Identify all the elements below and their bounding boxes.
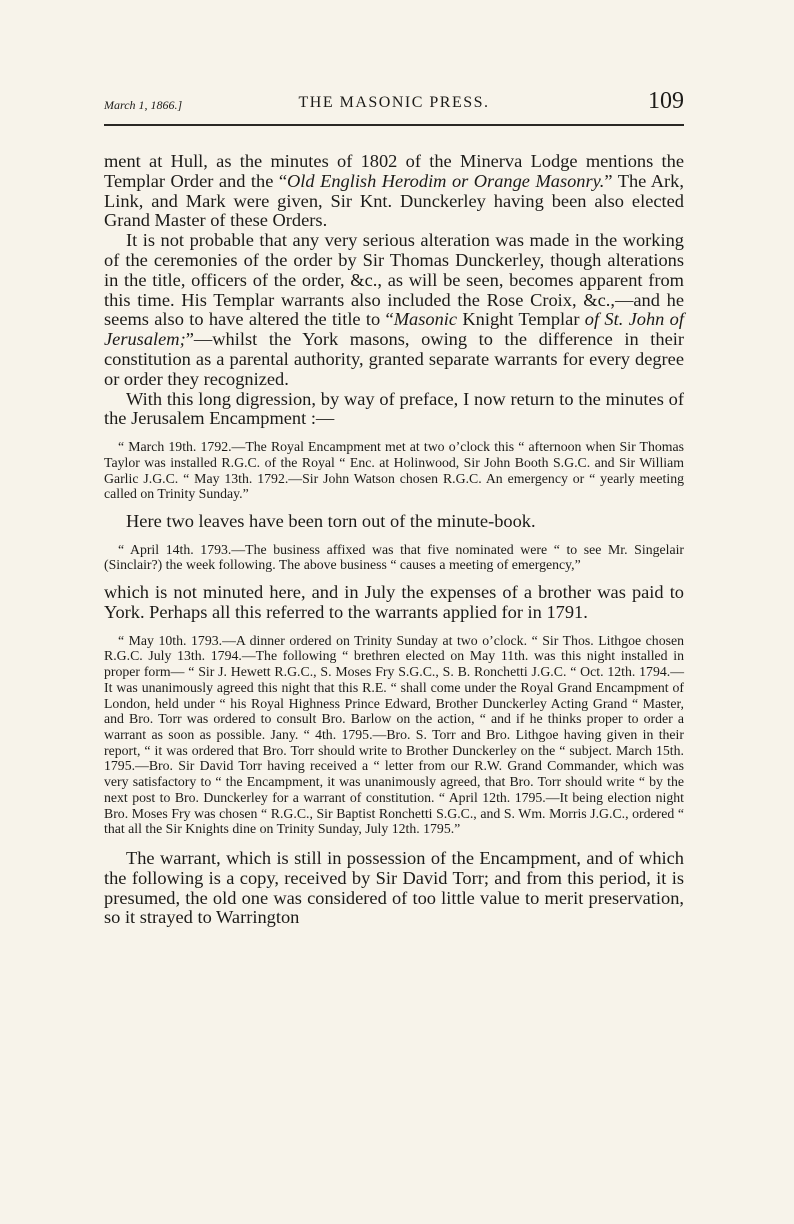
paragraph-2: It is not probable that any very serious alteration was made in the working of the ceremonies of the order by Sir Thomas Dunckerley, though alterations in the title, officers of the order, &c., as will be seen, becomes apparent from this time. His Templar warrants also included the Rose Croix, &c.,—and he seems also to have altered the title to “Masonic Knight Templar of St. John of Jerusalem;”—whilst the York masons, owing to the difference in their constitution as a parental authority, granted separate warrants for every degree or order they recognized. [104,230,684,389]
text-column [104,152,684,928]
paragraph-6: The warrant, which is still in possession of the Encampment, and of which the following is a copy, received by Sir David Torr; and from this period, it is presumed, the old one was considered of too little value to merit preservation, so it strayed to Warrington [104,847,684,928]
minutes-quote-2: “ April 14th. 1793.—The business affixed was that five nominated were “ to see Mr. Singelair (Sinclair?) the week following. The above business “ causes a meeting of emergency,” [104,541,684,573]
paragraph-1: ment at Hull, as the minutes of 1802 of the Minerva Lodge mentions the Templar Order and the “Old English Herodim or Orange Masonry.” The Ark, Link, and Mark were given, Sir Knt. Dunckerley having been also elected Grand Master of these Orders. [104,151,684,231]
minutes-quote-3: “ May 10th. 1793.—A dinner ordered on Trinity Sunday at two o’clock. “ Sir Thos. Lithgoe chosen R.G.C. July 13th. 1794.—The following “ brethren elected on May 11th. was this night installed in proper form— “ Sir J. Hewett R.G.C., S. Moses Fry S.G.C., S. B. Ronchetti J.G.C. “ Oct. 12th. 1794.—It was unanimously agreed this night that this R.E. “ shall come under the Royal Grand Encampment of London, held under “ his Royal Highness Prince Edward, Brother Dunckerley Acting Grand “ Master, and Bro. Torr was ordered to consult Bro. Barlow on the action, “ and if he thinks proper to order a warrant as soon as possible. Jany. “ 4th. 1795.—Bro. S. Torr and Bro. Lithgoe having given in their report, “ it was ordered that Bro. Torr should write to Brother Dunckerley on the “ subject. March 15th. 1795.—Bro. Sir David Torr having received a “ letter from our R.W. Grand Commander, which was very satisfactory to “ the Encampment, it was unanimously agreed, that Bro. Torr should write “ by the next post to Bro. Dunckerley for a warrant of constitution. “ April 12th. 1795.—It being election night Bro. Moses Fry was chosen “ R.G.C., Sir Baptist Ronchetti S.G.C., and S. Wm. Morris J.G.C., ordered “ that all the Sir Knights dine on Trinity Sunday, July 12th. 1795.” [104,632,684,837]
paragraph-5: which is not minuted here, and in July the expenses of a brother was paid to York. Perhaps all this referred to the warrants applied for in 1791. [104,582,684,622]
paragraph-4: Here two leaves have been torn out of the minute-book. [126,510,536,531]
paragraph-3: With this long digression, by way of preface, I now return to the minutes of the Jerusalem Encampment :— [104,388,684,429]
running-header [104,88,684,112]
header-rule [104,124,684,126]
journal-title: THE MASONIC PRESS. [298,94,490,111]
issue-date: March 1, 1866.] [104,98,183,112]
minutes-quote-1: “ March 19th. 1792.—The Royal Encampment met at two o’clock this “ afternoon when Sir Thomas Taylor was installed R.G.C. of the Royal “ Enc. at Holinwood, Sir John Booth S.G.C. and Sir William Garlic J.G.C. “ May 13th. 1792.—Sir John Watson chosen R.G.C. An emergency or “ yearly meeting called on Trinity Sunday.” [104,439,684,502]
page-number: 109 [648,88,684,114]
